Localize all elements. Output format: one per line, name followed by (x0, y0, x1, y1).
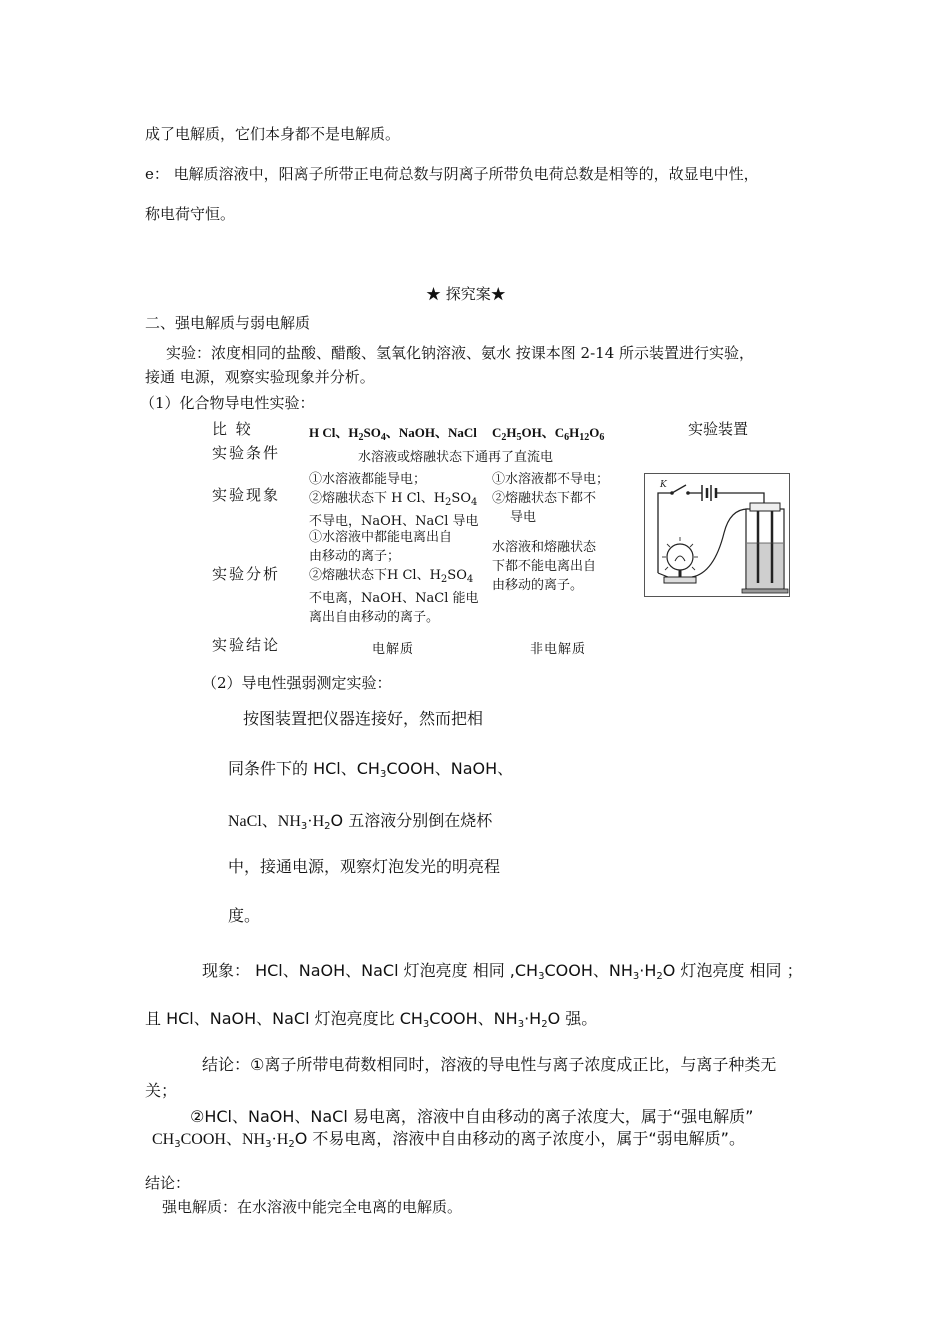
apparatus-label: 实验装置 (688, 420, 749, 438)
strong-electrolyte-definition: 强电解质：在水溶液中能完全电离的电解质。 (162, 1198, 463, 1216)
procedure-line-1: 按图装置把仪器连接好，然而把相 (243, 709, 484, 728)
row-label-phenomenon: 实验现象 (212, 486, 281, 504)
conclusion-line-1: 结论：①离子所带电荷数相同时，溶液的导电性与离子浓度成正比，与离子种类无 (202, 1055, 777, 1074)
phenomenon-line-1: 现象： HCl、NaOH、NaCl 灯泡亮度 相同 $,CH_3COOH$、$NH_3\cdot H_2O$ 灯泡亮度 相同 ； (202, 961, 803, 982)
row-label-conditions: 实验条件 (212, 444, 281, 462)
row-label-conclusion: 实验结论 (212, 636, 281, 654)
intro-line-1: 成了电解质，它们本身都不是电解质。 (145, 125, 401, 143)
phenomenon-nonelectrolytes: ①水溶液都不导电； ②熔融状态下都不 导电 (492, 472, 610, 525)
section-title: ★ 探究案★ (426, 285, 506, 303)
row-label-analysis: 实验分析 (212, 565, 281, 583)
analysis-nonelectrolytes: 水溶液和熔融状态 下都不能电离出自 由移动的离子。 (492, 540, 597, 593)
column-header-electrolytes: H Cl、$H_2SO_4$、NaOH、NaCl (309, 425, 477, 443)
experiment-line-2: 接通 电源，观察实验现象并分析。 (145, 368, 375, 386)
phenomenon-electrolytes: ①水溶液都能导电； ②熔融状态下 H Cl、$H_2SO_4$ 不导电，NaOH、NaCl 导电 (309, 472, 479, 529)
conclusion-label: 结论： (145, 1174, 191, 1192)
procedure-line-3: NaCl、$NH_3\cdot H_2O$ 五溶液分别倒在烧杯 (228, 811, 493, 832)
intro-line-2: e： 电解质溶液中，阳离子所带正电荷总数与阴离子所带负电荷总数是相等的，故显电中性， (145, 165, 759, 183)
svg-text:K: K (660, 480, 667, 490)
conclusion-nonelectrolyte: 非电解质 (530, 642, 587, 657)
analysis-electrolytes: ①水溶液中都能电离出自 由移动的离子； ②熔融状态下H Cl、$H_2SO_4$ 不电离，NaOH、NaCl 能电 离出自由移动的离子。 (309, 530, 479, 625)
column-header-nonelectrolytes: $C_2H_5OH$、$C_6H_{12}O_6$ (492, 425, 605, 443)
experiment-line-1: 实验：浓度相同的盐酸、醋酸、氢氧化钠溶液、氨水 按课本图 2-14 所示装置进行实验， (166, 344, 755, 362)
conclusion-line-3: ②HCl、NaOH、NaCl 易电离，溶液中自由移动的离子浓度大，属于“强电解质” (190, 1107, 754, 1126)
conclusion-line-2: 关； (145, 1081, 178, 1100)
phenomenon-line-2: 且 HCl、NaOH、NaCl 灯泡亮度比 $CH_3COOH$、$NH_3\cdot H_2O$ 强。 (145, 1009, 598, 1030)
heading-strong-weak: 二、强电解质与弱电解质 (145, 314, 311, 332)
conclusion-electrolyte: 电解质 (372, 642, 415, 657)
conditions-cell: 水溶液或熔融状态下通再了直流电 (358, 450, 554, 465)
intro-line-3: 称电荷守恒。 (145, 205, 236, 223)
procedure-line-4: 中，接通电源，观察灯泡发光的明亮程 (228, 857, 501, 876)
procedure-line-2: 同条件下的 HCl、$CH_3COOH$、NaOH、 (228, 759, 514, 780)
subsection-1-title: （1）化合物导电性实验： (140, 394, 315, 412)
row-label-compare: 比 较 (212, 420, 253, 438)
subsection-2-title: （2）导电性强弱测定实验： (202, 674, 392, 692)
apparatus-diagram (644, 473, 790, 597)
conclusion-line-4: $CH_3COOH$、$NH_3\cdot H_2O$ 不易电离，溶液中自由移动的离子浓度小，属于“弱电解质”。 (152, 1129, 745, 1150)
procedure-line-5: 度。 (228, 906, 261, 925)
